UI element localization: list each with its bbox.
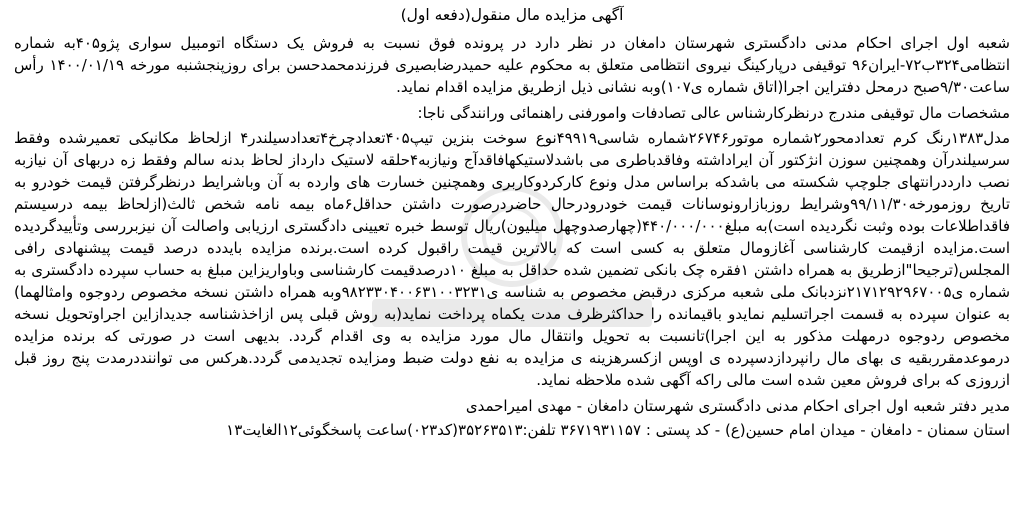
vehicle-details-paragraph: مدل۱۳۸۳رنگ کرم تعدادمحور۲شماره موتور۲۶۷۴۶شماره شاسی۴۹۹۱۹نوع سوخت بنزین تیپ۴۰۵تعدادچرخ۴تعدادسیلندر۴ ازلحاظ مکانیکی تعمیرشده وفقط سرسیلندرآن وهمچنین سوزن انژکتور آن ایراداشته وفاقدباطری می باشدلاستیکهافاقدآج ونیازبه۴حلقه لاستیک دارداز لحاظ بدنه سالم وفقط زه دربهای آن نیازبه نصب دارددرانتهای جلوچپ شکسته می باشدکه براساس مدل ونوع کارکردوکاربری وهمچنین خسارت های وارده به آن وباشرایط درنظرگرفتن قیمت خودرو به تاریخ روزمورخه۹۹/۱۱/۳۰وشرایط روزبازارونوسانات قیمت خودرودرحال حاضردرصورت داشتن حداقل۶ماه بیمه نامه شخص ثالث(ازلحاظ بیمه درسیستم فاقداطلاعات بوده وثبت نگردیده است)به مبلغ۴۴۰/۰۰۰/۰۰۰(چهارصدوچهل میلیون)ریال توسط خبره تعیینی دادگستری ارزیابی واصالت آن نیزبررسی وتأییدگردیده است.مزایده ازقیمت کارشناسی آغازومال متعلق به کسی است که بالاترین قیمت راقبول کرده است.برنده مزایده بایدده درصد قیمت پیشنهادی رافی المجلس(ترجیحا"ازطریق به همراه داشتن ۱فقره چک بانکی تضمین شده حداقل به مبلغ ۱۰درصدقیمت کارشناسی وباواریزاین مبلغ به حساب سپرده دادگستری به شماره ی۲۱۷۱۲۹۲۹۶۷۰۰۵نزدبانک ملی شعبه مرکزی درقبض مخصوص به شناسه ی۹۸۲۳۳۰۴۰۰۶۳۱۰۰۳۲۳۱وبه همراه داشتن نسخه مخصوص ردوجوه وامثالهما) به عنوان سپرده به قسمت اجراتسلیم نمایدو باقیمانده را حداکثرظرف مدت یکماه پرداخت نماید(به روش قبلی پس ازاخذشناسه جدیدازاین اجراوتحویل نسخه مخصوص ردوجوه درمهلت مذکور به این اجرا)تانسبت به تحویل وانتقال مال مورد مزایده به وی اقدام گردد. بدیهی است در صورتی که برنده مزایده درموعدمقرربقیه ی بهای مال رانپردازدسپرده ی اوپس ازکسرهزینه ی مزایده به نفع دولت ضبط ومزایده تجدیدمی گردد.هرکس می تواننددرمدت پنج روز قبل ازروزی که برای فروش معین شده است مالی راکه آگهی شده ملاحظه نماید.	[14, 129, 1011, 389]
address-line: استان سمنان - دامغان - میدان امام حسین(ع) - کد پستی : ۳۶۷۱۹۳۱۱۵۷ تلفن:۳۵۲۶۳۵۱۳(کد۰۲۳)ساعت پاسخگوئی۱۲الغایت۱۳	[226, 421, 1010, 439]
signature-line: مدیر دفتر شعبه اول اجرای احکام مدنی دادگستری شهرستان دامغان - مهدی امیراحمدی	[465, 397, 1010, 415]
notice-title: آگهی مزایده مال منقول(دفعه اول)	[400, 6, 624, 24]
notice-intro-paragraph: شعبه اول اجرای احکام مدنی دادگستری شهرستان دامغان در نظر دارد در پرونده فوق نسبت به فروش یک دستگاه اتومبیل سواری پژو۴۰۵به شماره انتظامی۳۲۴ب۷۲-ایران۹۶ توقیفی درپارکینگ نیروی انتظامی متعلق به محکوم علیه حمیدرضابصیری فرزندمحمدحسن برای روزپنجشنبه مورخه ۱۴۰۰/۰۱/۱۹ رأس ساعت۹/۳۰صبح درمحل دفتراین اجرا(اتاق شماره ی۱۰۷)وبه نشانی ذیل ازطریق مزایده اقدام نماید.	[14, 34, 1010, 96]
spec-heading: مشخصات مال توقیفی مندرج درنظرکارشناس عالی تصادفات وامورفنی راهنمائی ورانندگی ناجا:	[417, 104, 1010, 122]
